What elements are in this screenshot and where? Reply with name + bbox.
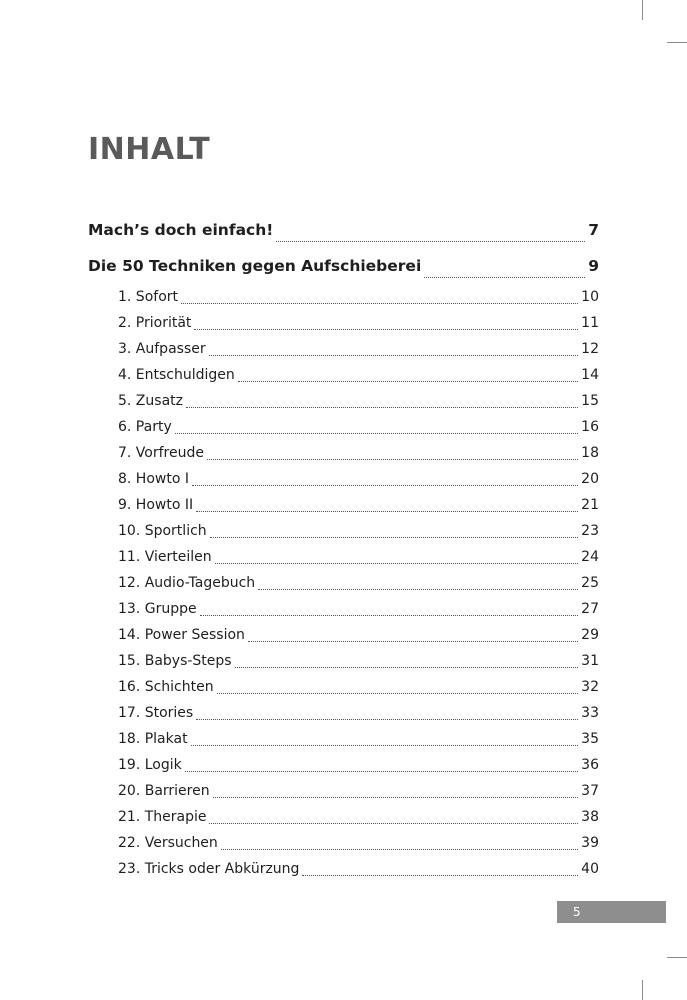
toc-item-page: 18 — [581, 445, 599, 461]
toc-item[interactable] — [88, 440, 599, 466]
toc-item-label: 13. Gruppe — [118, 601, 197, 617]
toc-item[interactable] — [88, 388, 599, 414]
dot-leader — [191, 744, 579, 746]
toc-item-page: 33 — [581, 705, 599, 721]
toc-item-label: 7. Vorfreude — [118, 445, 204, 461]
dot-leader — [209, 354, 579, 356]
toc-item-label: 6. Party — [118, 419, 172, 435]
toc-chapter-label: Die 50 Techniken gegen Aufschieberei — [88, 257, 422, 275]
toc-item-label: 9. Howto II — [118, 497, 194, 513]
toc-item-label: 23. Tricks oder Abkürzung — [118, 861, 300, 877]
toc-item-page: 12 — [581, 341, 599, 357]
page-number-tab — [557, 901, 666, 923]
dot-leader — [210, 536, 579, 538]
toc-item[interactable] — [88, 830, 599, 856]
crop-mark-bottom — [642, 980, 643, 1000]
dot-leader — [196, 510, 578, 512]
toc-item[interactable] — [88, 596, 599, 622]
toc-item[interactable] — [88, 622, 599, 648]
toc-item[interactable] — [88, 778, 599, 804]
toc-item[interactable] — [88, 336, 599, 362]
toc-chapter-page: 9 — [588, 257, 599, 275]
toc-chapter[interactable] — [88, 212, 599, 248]
toc-item-label: 19. Logik — [118, 757, 182, 773]
dot-leader — [207, 458, 578, 460]
dot-leader — [238, 380, 578, 382]
dot-leader — [209, 822, 578, 824]
toc-item-page: 38 — [581, 809, 599, 825]
toc-item[interactable] — [88, 674, 599, 700]
toc-chapter-page: 7 — [588, 221, 599, 239]
toc-item-label: 14. Power Session — [118, 627, 245, 643]
toc-item[interactable] — [88, 414, 599, 440]
toc-item-page: 37 — [581, 783, 599, 799]
crop-mark-top — [642, 0, 643, 20]
toc-item-page: 23 — [581, 523, 599, 539]
dot-leader — [221, 848, 578, 850]
toc-item-page: 25 — [581, 575, 599, 591]
toc-item-page: 32 — [581, 679, 599, 695]
toc-item-label: 15. Babys-Steps — [118, 653, 232, 669]
dot-leader — [200, 614, 579, 616]
dot-leader — [185, 770, 578, 772]
toc-item-page: 15 — [581, 393, 599, 409]
dot-leader — [248, 640, 578, 642]
toc-item-page: 39 — [581, 835, 599, 851]
toc-item-page: 27 — [581, 601, 599, 617]
dot-leader — [217, 692, 579, 694]
toc-item[interactable] — [88, 726, 599, 752]
toc-item-label: 20. Barrieren — [118, 783, 210, 799]
toc-item-page: 20 — [581, 471, 599, 487]
dot-leader — [424, 276, 585, 278]
page-number: 5 — [573, 905, 581, 919]
toc-item-label: 3. Aufpasser — [118, 341, 206, 357]
toc-item-page: 40 — [581, 861, 599, 877]
toc-chapter-label: Mach’s doch einfach! — [88, 221, 274, 239]
toc-item-label: 22. Versuchen — [118, 835, 218, 851]
toc-item[interactable] — [88, 752, 599, 778]
toc-item-label: 21. Therapie — [118, 809, 207, 825]
toc-item-label: 1. Sofort — [118, 289, 178, 305]
dot-leader — [276, 240, 585, 242]
dot-leader — [215, 562, 579, 564]
toc-item-page: 35 — [581, 731, 599, 747]
dot-leader — [186, 406, 578, 408]
toc-item-page: 36 — [581, 757, 599, 773]
toc-item[interactable] — [88, 492, 599, 518]
dot-leader — [302, 874, 578, 876]
dot-leader — [213, 796, 579, 798]
toc-chapter[interactable] — [88, 248, 599, 284]
toc-item[interactable] — [88, 518, 599, 544]
dot-leader — [258, 588, 578, 590]
toc-item[interactable] — [88, 544, 599, 570]
toc-item-label: 11. Vierteilen — [118, 549, 212, 565]
toc-item-page: 31 — [581, 653, 599, 669]
toc-item-label: 5. Zusatz — [118, 393, 183, 409]
toc-item-page: 21 — [581, 497, 599, 513]
toc-item[interactable] — [88, 570, 599, 596]
dot-leader — [175, 432, 578, 434]
dot-leader — [235, 666, 579, 668]
toc-item[interactable] — [88, 856, 599, 882]
toc-item[interactable] — [88, 648, 599, 674]
toc-item-page: 14 — [581, 367, 599, 383]
toc-item-page: 16 — [581, 419, 599, 435]
toc-item-label: 16. Schichten — [118, 679, 214, 695]
toc-item-label: 8. Howto I — [118, 471, 189, 487]
toc-item-label: 10. Sportlich — [118, 523, 207, 539]
page-title: INHALT — [88, 132, 211, 167]
toc-item-page: 24 — [581, 549, 599, 565]
toc-item[interactable] — [88, 310, 599, 336]
toc-item-page: 29 — [581, 627, 599, 643]
toc-item-label: 18. Plakat — [118, 731, 188, 747]
toc-item-label: 4. Entschuldigen — [118, 367, 235, 383]
toc-item[interactable] — [88, 700, 599, 726]
dot-leader — [194, 328, 578, 330]
toc-item-page: 11 — [581, 315, 599, 331]
toc-item[interactable] — [88, 466, 599, 492]
toc-item-label: 12. Audio-Tagebuch — [118, 575, 256, 591]
toc-item[interactable] — [88, 362, 599, 388]
toc-item-page: 10 — [581, 289, 599, 305]
dot-leader — [192, 484, 578, 486]
table-of-contents — [88, 212, 599, 882]
dot-leader — [196, 718, 578, 720]
crop-mark-bottom-right — [667, 957, 687, 958]
dot-leader — [181, 302, 578, 304]
toc-item-label: 17. Stories — [118, 705, 194, 721]
toc-item[interactable] — [88, 284, 599, 310]
toc-item[interactable] — [88, 804, 599, 830]
toc-item-label: 2. Priorität — [118, 315, 192, 331]
toc-technique-list — [88, 284, 599, 882]
crop-mark-top-right — [667, 42, 687, 43]
